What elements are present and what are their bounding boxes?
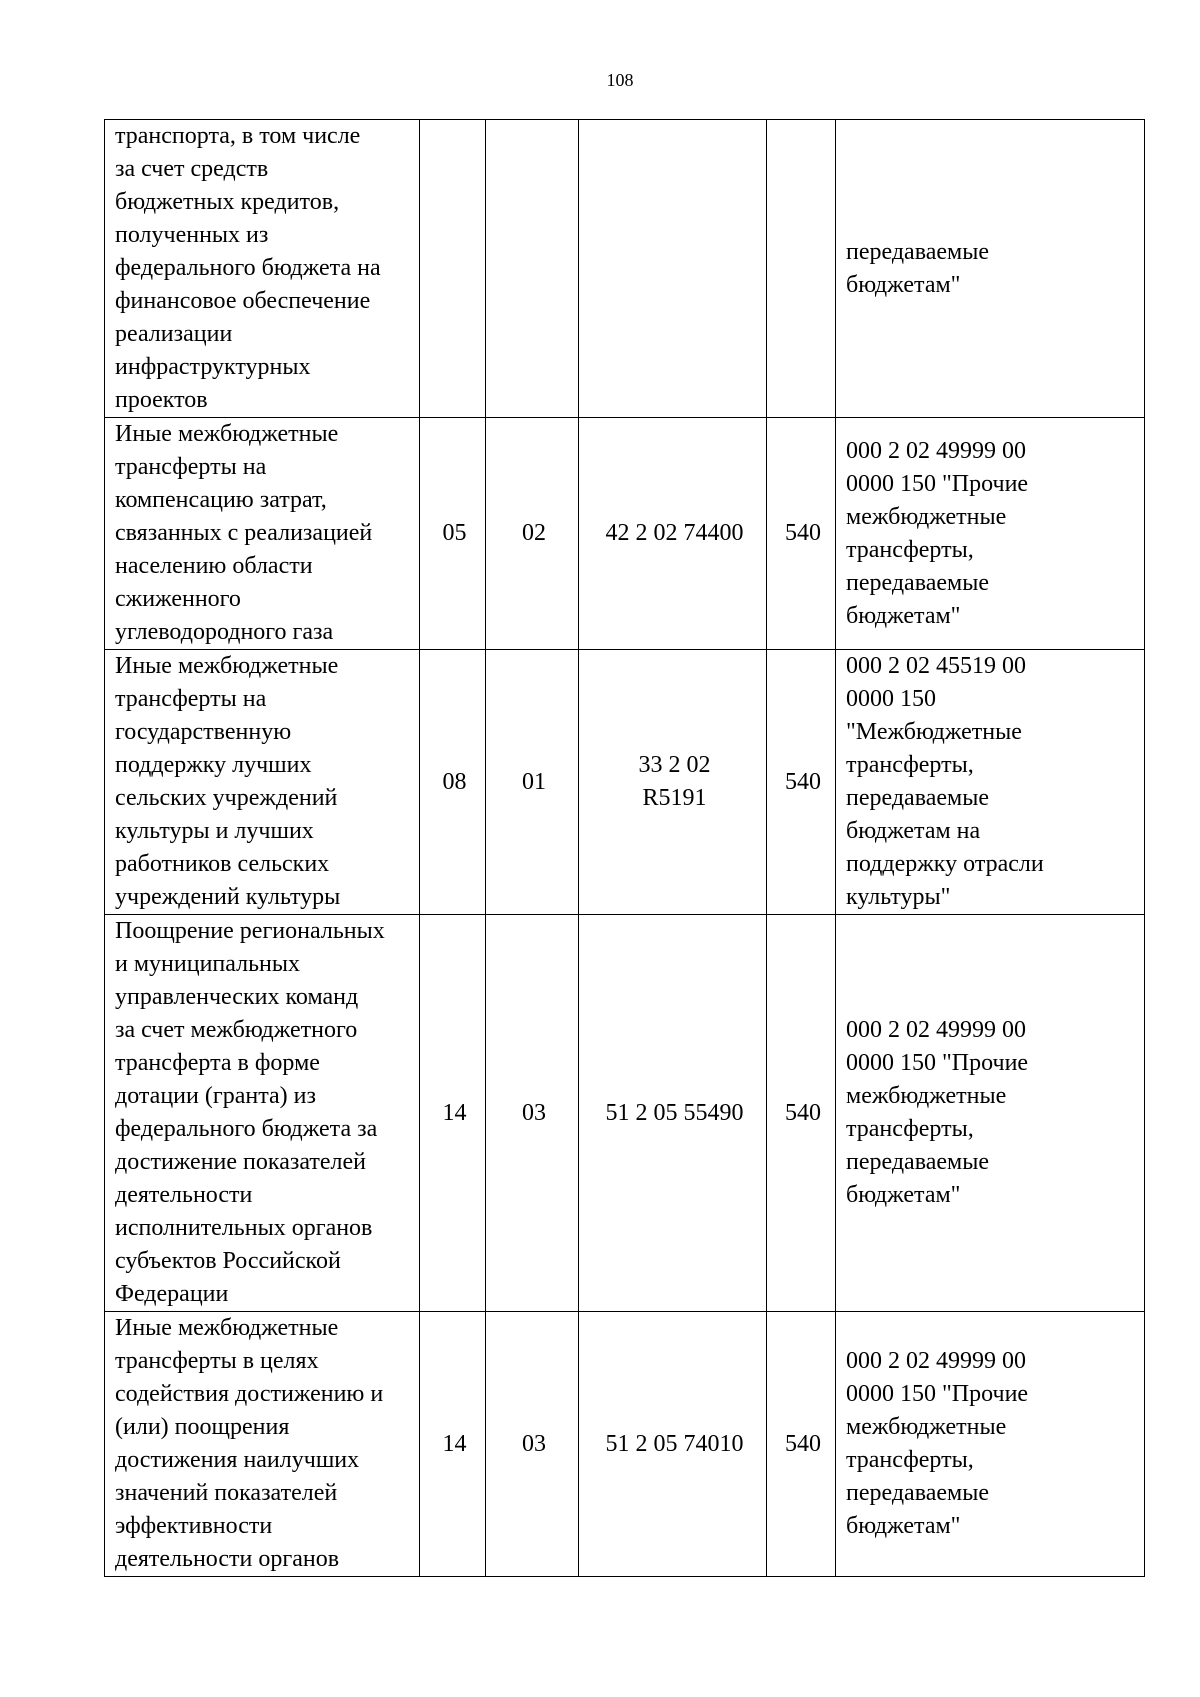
table-row <box>105 120 1145 418</box>
section-cell: 14 <box>420 1312 486 1577</box>
subsection-cell: 03 <box>486 915 579 1312</box>
subsection-cell: 01 <box>486 650 579 915</box>
budget-table <box>104 119 1145 1577</box>
table-row <box>105 650 1145 915</box>
target-article-cell: 51 2 05 55490 <box>579 915 767 1312</box>
name-cell: транспорта, в том числе за счет средств бюджетных кредитов, полученных из федерального бюджета на финансовое обеспечение реализации инфраструктурных проектов <box>105 120 420 418</box>
subsection-cell: 03 <box>486 1312 579 1577</box>
target-article-cell: 33 2 02 R5191 <box>579 650 767 915</box>
expense-type-cell: 540 <box>767 1312 836 1577</box>
table-row <box>105 418 1145 650</box>
income-code-cell: 000 2 02 49999 00 0000 150 "Прочие межбюджетные трансферты, передаваемые бюджетам" <box>836 915 1145 1312</box>
table-row <box>105 1312 1145 1577</box>
page-number: 108 <box>606 70 634 90</box>
income-code-cell: передаваемые бюджетам" <box>836 120 1145 418</box>
expense-type-cell: 540 <box>767 915 836 1312</box>
name-cell: Поощрение региональных и муниципальных управленческих команд за счет межбюджетного трансферта в форме дотации (гранта) из федерального бюджета за достижение показателей деятельности исполнительных органов субъектов Российской Федерации <box>105 915 420 1312</box>
subsection-cell: 02 <box>486 418 579 650</box>
expense-type-cell: 540 <box>767 418 836 650</box>
table-row <box>105 915 1145 1312</box>
section-cell <box>420 120 486 418</box>
section-cell: 14 <box>420 915 486 1312</box>
income-code-cell: 000 2 02 49999 00 0000 150 "Прочие межбюджетные трансферты, передаваемые бюджетам" <box>836 418 1145 650</box>
target-article-cell: 42 2 02 74400 <box>579 418 767 650</box>
name-cell: Иные межбюджетные трансферты на компенсацию затрат, связанных с реализацией населению области сжиженного углеводородного газа <box>105 418 420 650</box>
income-code-cell: 000 2 02 49999 00 0000 150 "Прочие межбюджетные трансферты, передаваемые бюджетам" <box>836 1312 1145 1577</box>
section-cell: 08 <box>420 650 486 915</box>
target-article-cell <box>579 120 767 418</box>
subsection-cell <box>486 120 579 418</box>
name-cell: Иные межбюджетные трансферты в целях содействия достижению и (или) поощрения достижения наилучших значений показателей эффективности деятельности органов <box>105 1312 420 1577</box>
name-cell: Иные межбюджетные трансферты на государственную поддержку лучших сельских учреждений культуры и лучших работников сельских учреждений культуры <box>105 650 420 915</box>
section-cell: 05 <box>420 418 486 650</box>
income-code-cell: 000 2 02 45519 00 0000 150 "Межбюджетные трансферты, передаваемые бюджетам на поддержку отрасли культуры" <box>836 650 1145 915</box>
target-article-cell: 51 2 05 74010 <box>579 1312 767 1577</box>
expense-type-cell: 540 <box>767 650 836 915</box>
expense-type-cell <box>767 120 836 418</box>
